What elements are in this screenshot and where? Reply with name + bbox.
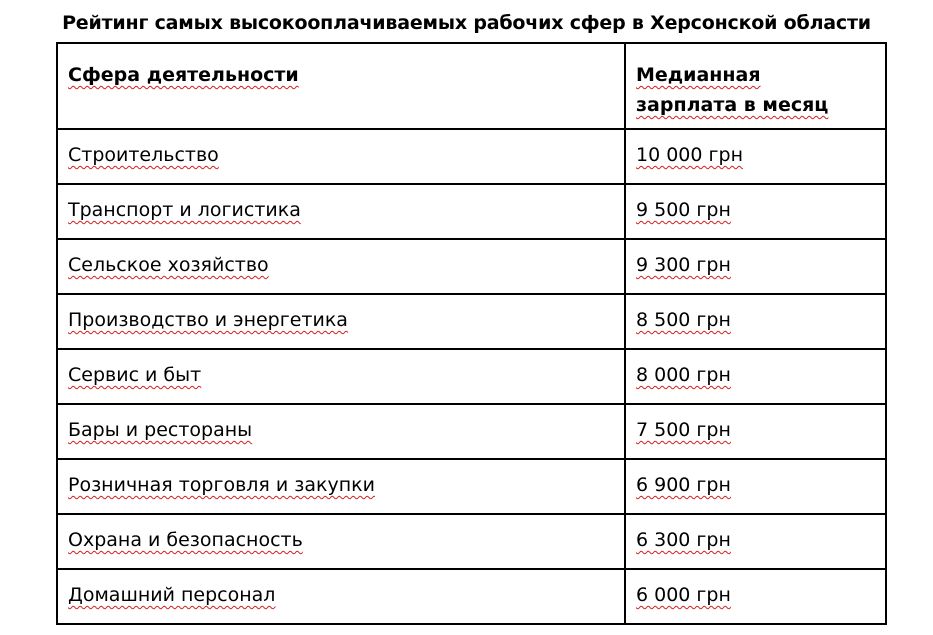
table-row [57, 129, 886, 184]
table-row [57, 294, 886, 349]
salary-cell: 10 000 грн [625, 129, 886, 184]
table-row [57, 514, 886, 569]
sphere-cell: Охрана и безопасность [57, 514, 625, 569]
salary-cell: 7 500 грн [625, 404, 886, 459]
sphere-cell: Сервис и быт [57, 349, 625, 404]
sphere-cell: Транспорт и логистика [57, 184, 625, 239]
salary-cell: 6 000 грн [625, 569, 886, 624]
header-salary: Медианная зарплата в месяц [625, 43, 886, 129]
sphere-cell: Производство и энергетика [57, 294, 625, 349]
salary-cell: 6 900 грн [625, 459, 886, 514]
salary-cell: 6 300 грн [625, 514, 886, 569]
salary-cell: 8 000 грн [625, 349, 886, 404]
sphere-cell: Сельское хозяйство [57, 239, 625, 294]
salary-cell: 8 500 грн [625, 294, 886, 349]
table-row [57, 404, 886, 459]
table-header-row [57, 43, 886, 129]
salary-table [56, 42, 887, 625]
salary-cell: 9 500 грн [625, 184, 886, 239]
sphere-cell: Розничная торговля и закупки [57, 459, 625, 514]
table-row [57, 569, 886, 624]
table-row [57, 239, 886, 294]
table-row [57, 459, 886, 514]
table-row [57, 349, 886, 404]
sphere-cell: Домашний персонал [57, 569, 625, 624]
sphere-cell: Строительство [57, 129, 625, 184]
header-sphere: Сфера деятельности [57, 43, 625, 129]
page-title: Рейтинг самых высокооплачиваемых рабочих сфер в Херсонской области [62, 12, 871, 34]
salary-cell: 9 300 грн [625, 239, 886, 294]
sphere-cell: Бары и рестораны [57, 404, 625, 459]
table-row [57, 184, 886, 239]
